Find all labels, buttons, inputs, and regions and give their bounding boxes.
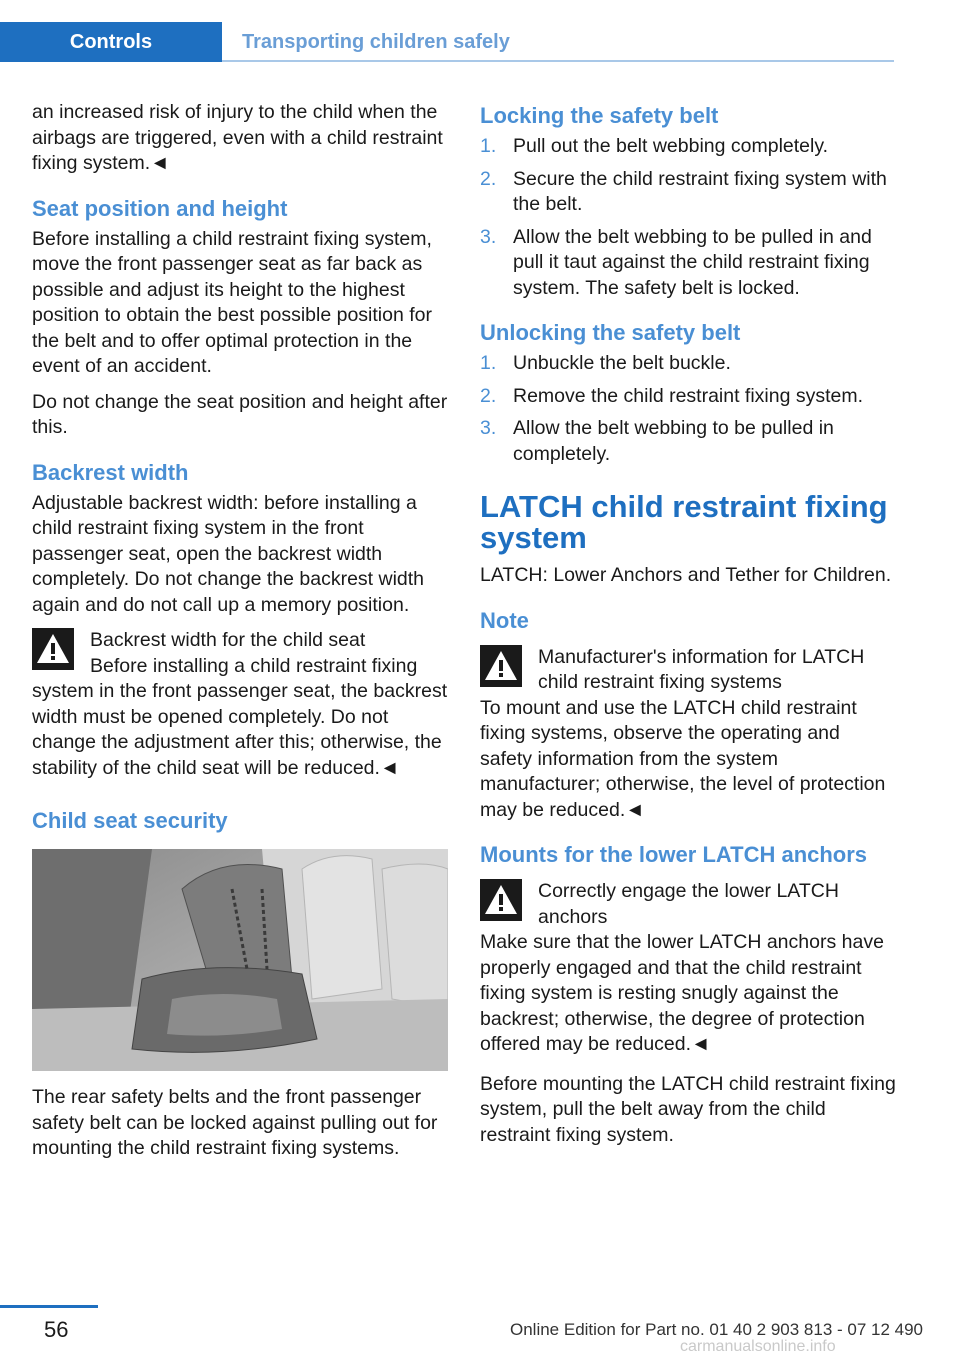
mounts-warning	[480, 879, 896, 1058]
locking-heading: Locking the safety belt	[480, 103, 719, 128]
seat-paragraph-1: Before installing a child restraint fixing system, move the front passenger seat as far back as possible and adjust its height to the highest position to obtain the best possible position for the belt and to offer optimal protection in the event of an accident.	[32, 227, 433, 377]
warning-text: Before installing a child restraint fixing system in the front passenger seat, the backrest width must be opened completely. Do not change the adjustment after this; otherwise, the stability of the child seat will be reduced.◄	[32, 654, 448, 779]
unlocking-heading: Unlocking the safety belt	[480, 320, 741, 345]
list-item: 1. Pull out the belt webbing completely.	[480, 135, 829, 157]
section-title[interactable]: Transporting children safely	[242, 30, 510, 53]
warning-text: To mount and use the LATCH child restraint fixing systems, observe the operating and safety information from the system manufacturer; otherwise, the level of protection may be reduced.◄	[480, 696, 886, 821]
right-column	[480, 100, 896, 1158]
list-item: 3. Allow the belt webbing to be pulled in completely.	[480, 417, 834, 465]
list-item: 2. Secure the child restraint fixing system with the belt.	[480, 167, 887, 215]
latch-heading: LATCH child restraint fixing system	[480, 489, 888, 555]
warning-triangle-icon	[480, 879, 522, 921]
warning-triangle-icon	[480, 645, 522, 687]
warning-title: Correctly engage the lower LATCH anchors	[538, 880, 839, 928]
warning-text: Make sure that the lower LATCH anchors have properly engaged and that the child restraint fixing system is resting snugly against the backrest; otherwise, the degree of protection offered may be reduced.◄	[480, 931, 884, 1055]
mounts-heading: Mounts for the lower LATCH anchors	[480, 842, 868, 867]
page-number: 56	[44, 1317, 69, 1342]
edition-line: Online Edition for Part no. 01 40 2 903 813 - 07 12 490	[510, 1320, 924, 1339]
backrest-paragraph: Adjustable backrest width: before installing a child restraint fixing system in the front passenger seat, open the backrest width completely. Do not change the backrest width again and do not call up a memory position.	[32, 491, 425, 616]
warning-triangle-icon	[32, 628, 74, 670]
page-header	[0, 0, 960, 62]
end-mark: ◄	[379, 756, 400, 779]
child-seat-security-heading: Child seat security	[32, 808, 228, 833]
footer-divider	[0, 1305, 98, 1308]
note-warning	[480, 645, 896, 824]
locking-steps	[480, 134, 896, 301]
list-item: 2. Remove the child restraint fixing system.	[480, 384, 864, 407]
security-paragraph: The rear safety belts and the front passenger safety belt can be locked against pulling out for mounting the child restraint fixing systems.	[32, 1086, 438, 1159]
child-seat-photo	[32, 849, 448, 1071]
backrest-warning	[32, 628, 448, 781]
seat-position-heading: Seat position and height	[32, 195, 288, 221]
header-divider	[222, 60, 894, 62]
latch-paragraph: LATCH: Lower Anchors and Tether for Children.	[480, 564, 892, 586]
final-paragraph: Before mounting the LATCH child restraint fixing system, pull the belt away from the child restraint fixing system.	[480, 1072, 896, 1146]
note-heading: Note	[480, 607, 529, 633]
end-mark: ◄	[150, 152, 170, 174]
left-column	[32, 100, 448, 1172]
unlocking-steps	[480, 351, 896, 467]
seat-paragraph-2: Do not change the seat position and height after this.	[32, 390, 448, 438]
backrest-width-heading: Backrest width	[32, 459, 189, 485]
list-item: 3. Allow the belt webbing to be pulled in and pull it taut against the child restraint fixing system. The safety belt is locked.	[480, 225, 872, 299]
warning-title: Backrest width for the child seat	[90, 629, 366, 651]
end-mark: ◄	[691, 1033, 711, 1055]
chapter-tab[interactable]: Controls	[0, 22, 222, 62]
watermark: carmanualsonline.info	[680, 1338, 836, 1355]
intro-paragraph: an increased risk of injury to the child when the airbags are triggered, even with a child restraint fixing system.◄	[32, 101, 443, 174]
end-mark: ◄	[625, 798, 645, 821]
warning-title: Manufacturer's information for LATCH child restraint fixing systems	[538, 645, 865, 693]
list-item: 1. Unbuckle the belt buckle.	[480, 352, 731, 374]
